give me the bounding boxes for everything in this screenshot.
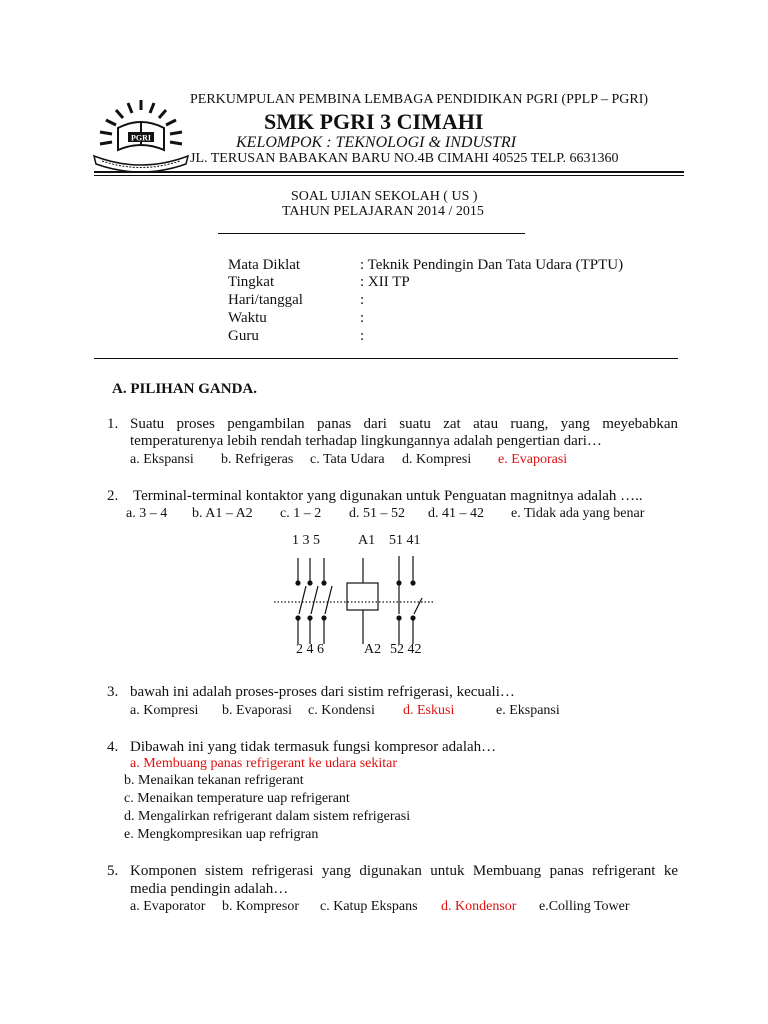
answer-option: d. 41 – 42 bbox=[428, 506, 484, 521]
answer-option: e. Tidak ada yang benar bbox=[511, 506, 645, 521]
answer-option: c. 1 – 2 bbox=[280, 506, 322, 521]
answer-option: b. Kompresor bbox=[222, 899, 299, 914]
field-value: : XII TP bbox=[360, 274, 410, 290]
correct-answer: e. Evaporasi bbox=[498, 452, 568, 467]
question-text-cont: media pendingin adalah… bbox=[130, 881, 289, 897]
answer-option: e. Ekspansi bbox=[496, 703, 560, 718]
diagram-label-top-main: 1 3 5 bbox=[292, 533, 320, 548]
school-name: SMK PGRI 3 CIMAHI bbox=[264, 109, 484, 134]
logo-text: PGRI bbox=[131, 133, 151, 143]
contactor-diagram bbox=[270, 552, 440, 648]
field-value: : bbox=[360, 328, 365, 344]
school-group: KELOMPOK : TEKNOLOGI & INDUSTRI bbox=[236, 134, 517, 151]
info-divider bbox=[94, 358, 678, 359]
answer-option: b. Refrigeras bbox=[221, 452, 294, 467]
exam-year: TAHUN PELAJARAN 2014 / 2015 bbox=[282, 204, 484, 219]
question-text: bawah ini adalah proses-proses dari sistim refrigerasi, kecuali… bbox=[130, 684, 515, 700]
diagram-label-bottom-main: 2 4 6 bbox=[296, 642, 324, 657]
school-logo bbox=[88, 94, 194, 174]
diagram-label-bottom-aux: 52 42 bbox=[390, 642, 422, 657]
diagram-label-bottom-coil: A2 bbox=[364, 642, 382, 657]
answer-option: b. Menaikan tekanan refrigerant bbox=[124, 773, 304, 788]
aux-contact-no bbox=[411, 556, 422, 644]
answer-option: b. Evaporasi bbox=[222, 703, 292, 718]
school-address: JL. TERUSAN BABAKAN BARU NO.4B CIMAHI 40525 TELP. 6631360 bbox=[190, 151, 619, 166]
question-text: Dibawah ini yang tidak termasuk fungsi kompresor adalah… bbox=[130, 739, 497, 755]
answer-option: a. Ekspansi bbox=[130, 452, 194, 467]
main-contact-3 bbox=[322, 558, 332, 644]
field-label: Tingkat bbox=[228, 274, 275, 290]
answer-option: c. Tata Udara bbox=[310, 452, 385, 467]
correct-answer: a. Membuang panas refrigerant ke udara sekitar bbox=[130, 756, 398, 771]
field-label: Hari/tanggal bbox=[228, 292, 303, 308]
answer-option: c. Menaikan temperature uap refrigerant bbox=[124, 791, 350, 806]
question-number: 4. bbox=[107, 739, 119, 755]
main-contact-1 bbox=[296, 558, 306, 644]
answer-option: e.Colling Tower bbox=[539, 899, 630, 914]
diagram-label-top-coil: A1 bbox=[358, 533, 376, 548]
coil bbox=[347, 558, 378, 644]
field-label: Mata Diklat bbox=[228, 257, 301, 273]
aux-contact-nc bbox=[397, 556, 401, 644]
organization-name: PERKUMPULAN PEMBINA LEMBAGA PENDIDIKAN PGRI (PPLP – PGRI) bbox=[190, 92, 649, 107]
answer-option: c. Kondensi bbox=[308, 703, 375, 718]
correct-answer: d. Kondensor bbox=[441, 899, 517, 914]
exam-title: SOAL UJIAN SEKOLAH ( US ) bbox=[291, 189, 478, 204]
answer-option: e. Mengkompresikan uap refrigran bbox=[124, 827, 319, 842]
answer-option: a. 3 – 4 bbox=[126, 506, 168, 521]
section-heading: A. PILIHAN GANDA. bbox=[112, 381, 258, 397]
main-contact-2 bbox=[308, 558, 318, 644]
answer-option: a. Kompresi bbox=[130, 703, 199, 718]
answer-option: d. Kompresi bbox=[402, 452, 472, 467]
question-text: Terminal-terminal kontaktor yang digunakan untuk Penguatan magnitnya adalah ….. bbox=[133, 488, 643, 504]
correct-answer: d. Eskusi bbox=[403, 703, 455, 718]
field-value: : Teknik Pendingin Dan Tata Udara (TPTU) bbox=[360, 257, 624, 273]
field-label: Waktu bbox=[228, 310, 267, 326]
field-label: Guru bbox=[228, 328, 259, 344]
question-number: 1. bbox=[107, 416, 119, 432]
question-text: Komponen sistem refrigerasi yang digunakan untuk Membuang panas refrigerant ke bbox=[130, 863, 678, 879]
answer-option: c. Katup Ekspans bbox=[320, 899, 418, 914]
title-underline bbox=[218, 233, 525, 234]
answer-option: d. Mengalirkan refrigerant dalam sistem refrigerasi bbox=[124, 809, 411, 824]
question-number: 5. bbox=[107, 863, 119, 879]
header-divider-thick bbox=[94, 171, 684, 173]
field-value: : bbox=[360, 292, 365, 308]
answer-option: a. Evaporator bbox=[130, 899, 206, 914]
diagram-label-top-aux: 51 41 bbox=[389, 533, 421, 548]
header-divider-thin bbox=[94, 175, 684, 176]
question-text: Suatu proses pengambilan panas dari suatu zat atau ruang, yang meyebabkan bbox=[130, 416, 678, 432]
question-number: 3. bbox=[107, 684, 119, 700]
answer-option: b. A1 – A2 bbox=[192, 506, 253, 521]
question-text-cont: temperaturenya lebih rendah terhadap lingkungannya adalah pengertian dari… bbox=[130, 433, 602, 449]
question-number: 2. bbox=[107, 488, 119, 504]
field-value: : bbox=[360, 310, 365, 326]
answer-option: d. 51 – 52 bbox=[349, 506, 405, 521]
